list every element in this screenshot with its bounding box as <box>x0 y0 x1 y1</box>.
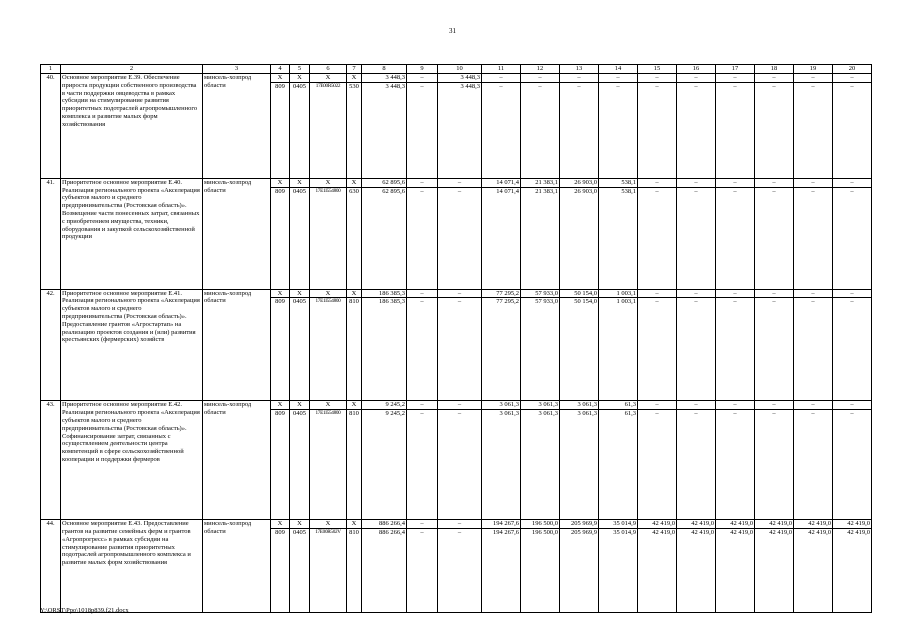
amount-cell: – <box>677 298 716 401</box>
amount-cell: 26 903,0 <box>560 187 599 289</box>
amount-cell: – <box>833 178 872 187</box>
file-path-footer: Y:\ORST\Ppo\1018p839.f21.docx <box>40 607 129 614</box>
amount-cell: – <box>638 187 677 289</box>
table-row <box>41 520 872 529</box>
amount-cell: – <box>407 289 438 298</box>
column-number-8: 8 <box>362 65 407 74</box>
amount-cell: 194 267,6 <box>482 520 521 529</box>
amount-cell: – <box>407 401 438 410</box>
row-number: 44. <box>41 520 61 613</box>
code-cell: X <box>271 520 290 529</box>
amount-cell: – <box>438 410 482 520</box>
code-cell: 17Е1I554800 <box>310 410 347 520</box>
amount-cell: – <box>521 74 560 83</box>
amount-cell: 61,3 <box>599 401 638 410</box>
amount-cell: 186 385,3 <box>362 289 407 298</box>
amount-cell: 3 061,3 <box>521 410 560 520</box>
column-number-4: 4 <box>271 65 290 74</box>
amount-cell: – <box>755 298 794 401</box>
amount-cell: – <box>638 74 677 83</box>
amount-cell: 3 061,3 <box>482 401 521 410</box>
amount-cell: 42 419,0 <box>755 528 794 612</box>
amount-cell: – <box>677 82 716 178</box>
amount-cell: – <box>599 82 638 178</box>
amount-cell: 77 295,2 <box>482 289 521 298</box>
amount-cell: 42 419,0 <box>638 528 677 612</box>
measure-name: Приоритетное основное мероприятие Е.41. Реализация регионального проекта «Акселерация субъектов малого и среднего предпринимательства (Ростовская область)». Предоставление грантов «Агростартап» на реализацию проектов создания и (или) развития крестьянских (фермерских) хозяйств <box>61 289 203 401</box>
amount-cell: – <box>677 178 716 187</box>
amount-cell: 9 245,2 <box>362 410 407 520</box>
executor: минсель-хозпрод области <box>203 289 271 401</box>
amount-cell: – <box>638 298 677 401</box>
amount-cell: – <box>407 82 438 178</box>
column-number-9: 9 <box>407 65 438 74</box>
amount-cell: 26 903,0 <box>560 178 599 187</box>
code-cell: 630 <box>347 187 362 289</box>
column-number-15: 15 <box>638 65 677 74</box>
column-number-14: 14 <box>599 65 638 74</box>
amount-cell: 3 061,3 <box>560 401 599 410</box>
table-row <box>41 401 872 410</box>
code-cell: X <box>271 74 290 83</box>
code-cell: X <box>310 289 347 298</box>
amount-cell: 196 500,0 <box>521 520 560 529</box>
table-row <box>41 74 872 83</box>
column-number-16: 16 <box>677 65 716 74</box>
amount-cell: – <box>560 82 599 178</box>
amount-cell: – <box>716 187 755 289</box>
amount-cell: – <box>794 178 833 187</box>
amount-cell: 35 014,9 <box>599 528 638 612</box>
code-cell: 809 <box>271 410 290 520</box>
code-cell: 0405 <box>290 82 310 178</box>
code-cell: 810 <box>347 528 362 612</box>
code-cell: X <box>290 401 310 410</box>
row-number: 43. <box>41 401 61 520</box>
table-body <box>41 65 872 613</box>
amount-cell: – <box>677 401 716 410</box>
amount-cell: 1 003,1 <box>599 289 638 298</box>
amount-cell: 21 383,1 <box>521 178 560 187</box>
amount-cell: 3 061,3 <box>482 410 521 520</box>
amount-cell: 9 245,2 <box>362 401 407 410</box>
row-number: 41. <box>41 178 61 289</box>
amount-cell: – <box>716 82 755 178</box>
code-cell: 530 <box>347 82 362 178</box>
column-number-20: 20 <box>833 65 872 74</box>
code-cell: 17Е00R502V <box>310 528 347 612</box>
measure-name: Основное мероприятие Е.39. Обеспечение прироста продукции собственного производства в части поддержки овцеводства в рамках субсидии на стимулирование развития приоритетных подотраслей агропромышленного комплекса и развитие малых форм хозяйствования <box>61 74 203 179</box>
code-cell: X <box>347 520 362 529</box>
executor: минсель-хозпрод области <box>203 74 271 179</box>
column-number-19: 19 <box>794 65 833 74</box>
column-number-row <box>41 65 872 74</box>
row-number: 42. <box>41 289 61 401</box>
amount-cell: – <box>716 298 755 401</box>
amount-cell: 196 500,0 <box>521 528 560 612</box>
amount-cell: 3 448,3 <box>362 82 407 178</box>
code-cell: 809 <box>271 82 290 178</box>
amount-cell: 50 154,0 <box>560 289 599 298</box>
amount-cell: 21 383,1 <box>521 187 560 289</box>
amount-cell: 3 448,3 <box>438 82 482 178</box>
amount-cell: – <box>755 410 794 520</box>
amount-cell: – <box>407 298 438 401</box>
amount-cell: – <box>755 178 794 187</box>
amount-cell: – <box>716 401 755 410</box>
amount-cell: – <box>438 401 482 410</box>
amount-cell: – <box>794 401 833 410</box>
amount-cell: – <box>794 298 833 401</box>
amount-cell: 61,3 <box>599 410 638 520</box>
amount-cell: – <box>833 82 872 178</box>
amount-cell: – <box>407 520 438 529</box>
page-number: 31 <box>449 27 456 35</box>
code-cell: X <box>310 178 347 187</box>
code-cell: 17Е00R5022 <box>310 82 347 178</box>
amount-cell: 205 969,9 <box>560 528 599 612</box>
amount-cell: 886 266,4 <box>362 528 407 612</box>
amount-cell: – <box>716 289 755 298</box>
code-cell: 0405 <box>290 528 310 612</box>
executor: минсель-хозпрод области <box>203 178 271 289</box>
amount-cell: – <box>438 528 482 612</box>
amount-cell: 42 419,0 <box>638 520 677 529</box>
code-cell: X <box>347 178 362 187</box>
amount-cell: – <box>794 82 833 178</box>
column-number-3: 3 <box>203 65 271 74</box>
amount-cell: – <box>716 74 755 83</box>
amount-cell: – <box>833 74 872 83</box>
amount-cell: 14 071,4 <box>482 187 521 289</box>
code-cell: X <box>271 178 290 187</box>
amount-cell: 42 419,0 <box>755 520 794 529</box>
amount-cell: – <box>638 178 677 187</box>
code-cell: X <box>290 520 310 529</box>
amount-cell: – <box>438 187 482 289</box>
amount-cell: – <box>833 410 872 520</box>
code-cell: 809 <box>271 298 290 401</box>
amount-cell: – <box>794 187 833 289</box>
code-cell: X <box>271 401 290 410</box>
amount-cell: 35 014,9 <box>599 520 638 529</box>
executor: минсель-хозпрод области <box>203 401 271 520</box>
amount-cell: – <box>599 74 638 83</box>
column-number-13: 13 <box>560 65 599 74</box>
code-cell: X <box>347 289 362 298</box>
measure-name: Приоритетное основное мероприятие Е.40. Реализация регионального проекта «Акселерация субъектов малого и среднего предпринимательства (Ростовская область)». Возмещение части понесенных затрат, связанных с приобретением имущества, техники, оборудования и закупкой сельскохозяйственной продукции <box>61 178 203 289</box>
amount-cell: 77 295,2 <box>482 298 521 401</box>
code-cell: 17Е1I554800 <box>310 298 347 401</box>
amount-cell: 62 895,6 <box>362 178 407 187</box>
amount-cell: – <box>794 289 833 298</box>
amount-cell: – <box>438 289 482 298</box>
amount-cell: 186 385,3 <box>362 298 407 401</box>
amount-cell: – <box>833 289 872 298</box>
amount-cell: 42 419,0 <box>716 520 755 529</box>
column-number-1: 1 <box>41 65 61 74</box>
code-cell: X <box>310 74 347 83</box>
column-number-17: 17 <box>716 65 755 74</box>
amount-cell: – <box>716 410 755 520</box>
amount-cell: 42 419,0 <box>794 528 833 612</box>
code-cell: 809 <box>271 528 290 612</box>
amount-cell: – <box>755 74 794 83</box>
column-number-6: 6 <box>310 65 347 74</box>
executor: минсель-хозпрод области <box>203 520 271 613</box>
amount-cell: – <box>755 187 794 289</box>
code-cell: X <box>347 401 362 410</box>
amount-cell: 194 267,6 <box>482 528 521 612</box>
amount-cell: – <box>638 82 677 178</box>
amount-cell: 42 419,0 <box>833 528 872 612</box>
code-cell: 0405 <box>290 187 310 289</box>
amount-cell: 1 003,1 <box>599 298 638 401</box>
amount-cell: 3 061,3 <box>521 401 560 410</box>
column-number-2: 2 <box>61 65 203 74</box>
table-row <box>41 178 872 187</box>
amount-cell: – <box>833 187 872 289</box>
code-cell: 809 <box>271 187 290 289</box>
measure-name: Основное мероприятие Е.43. Предоставление грантов на развитие семейных ферм и грантов «Агропрогресс» в рамках субсидии на стимулирование развития приоритетных подотраслей агропромышленного комплекса и развитие малых форм хозяйствования <box>61 520 203 613</box>
amount-cell: 3 061,3 <box>560 410 599 520</box>
code-cell: X <box>310 520 347 529</box>
amount-cell: – <box>482 82 521 178</box>
amount-cell: 42 419,0 <box>716 528 755 612</box>
amount-cell: – <box>716 178 755 187</box>
amount-cell: 205 969,9 <box>560 520 599 529</box>
amount-cell: – <box>438 298 482 401</box>
amount-cell: – <box>677 74 716 83</box>
budget-table <box>40 64 872 613</box>
amount-cell: 50 154,0 <box>560 298 599 401</box>
amount-cell: – <box>755 289 794 298</box>
amount-cell: 42 419,0 <box>794 520 833 529</box>
amount-cell: – <box>677 289 716 298</box>
code-cell: 0405 <box>290 298 310 401</box>
amount-cell: – <box>407 178 438 187</box>
table-row <box>41 289 872 298</box>
row-number: 40. <box>41 74 61 179</box>
measure-name: Приоритетное основное мероприятие Е.42. Реализация регионального проекта «Акселерация субъектов малого и среднего предпринимательства (Ростовская область)». Софинансирование затрат, связанных с осуществлением деятельности центра компетенций в сфере сельскохозяйственной кооперации и поддержки фермеров <box>61 401 203 520</box>
amount-cell: – <box>833 401 872 410</box>
amount-cell: – <box>638 410 677 520</box>
amount-cell: 42 419,0 <box>677 528 716 612</box>
column-number-11: 11 <box>482 65 521 74</box>
amount-cell: – <box>677 410 716 520</box>
amount-cell: – <box>438 178 482 187</box>
amount-cell: – <box>755 82 794 178</box>
code-cell: 810 <box>347 410 362 520</box>
amount-cell: – <box>407 528 438 612</box>
amount-cell: – <box>407 410 438 520</box>
amount-cell: – <box>794 74 833 83</box>
amount-cell: – <box>407 74 438 83</box>
column-number-7: 7 <box>347 65 362 74</box>
amount-cell: – <box>638 401 677 410</box>
code-cell: 17Е1I554800 <box>310 187 347 289</box>
amount-cell: – <box>755 401 794 410</box>
code-cell: 810 <box>347 298 362 401</box>
amount-cell: – <box>833 298 872 401</box>
amount-cell: 538,1 <box>599 187 638 289</box>
amount-cell: – <box>407 187 438 289</box>
amount-cell: 42 419,0 <box>677 520 716 529</box>
amount-cell: 42 419,0 <box>833 520 872 529</box>
amount-cell: 57 933,0 <box>521 298 560 401</box>
code-cell: 0405 <box>290 410 310 520</box>
amount-cell: 3 448,3 <box>438 74 482 83</box>
code-cell: X <box>290 178 310 187</box>
amount-cell: – <box>638 289 677 298</box>
column-number-5: 5 <box>290 65 310 74</box>
column-number-12: 12 <box>521 65 560 74</box>
amount-cell: 3 448,3 <box>362 74 407 83</box>
amount-cell: – <box>794 410 833 520</box>
code-cell: X <box>290 74 310 83</box>
code-cell: X <box>271 289 290 298</box>
amount-cell: – <box>482 74 521 83</box>
amount-cell: 62 895,6 <box>362 187 407 289</box>
column-number-18: 18 <box>755 65 794 74</box>
code-cell: X <box>310 401 347 410</box>
code-cell: X <box>290 289 310 298</box>
column-number-10: 10 <box>438 65 482 74</box>
code-cell: X <box>347 74 362 83</box>
amount-cell: – <box>677 187 716 289</box>
amount-cell: 538,1 <box>599 178 638 187</box>
amount-cell: – <box>438 520 482 529</box>
amount-cell: – <box>560 74 599 83</box>
amount-cell: 14 071,4 <box>482 178 521 187</box>
amount-cell: – <box>521 82 560 178</box>
amount-cell: 57 933,0 <box>521 289 560 298</box>
amount-cell: 886 266,4 <box>362 520 407 529</box>
